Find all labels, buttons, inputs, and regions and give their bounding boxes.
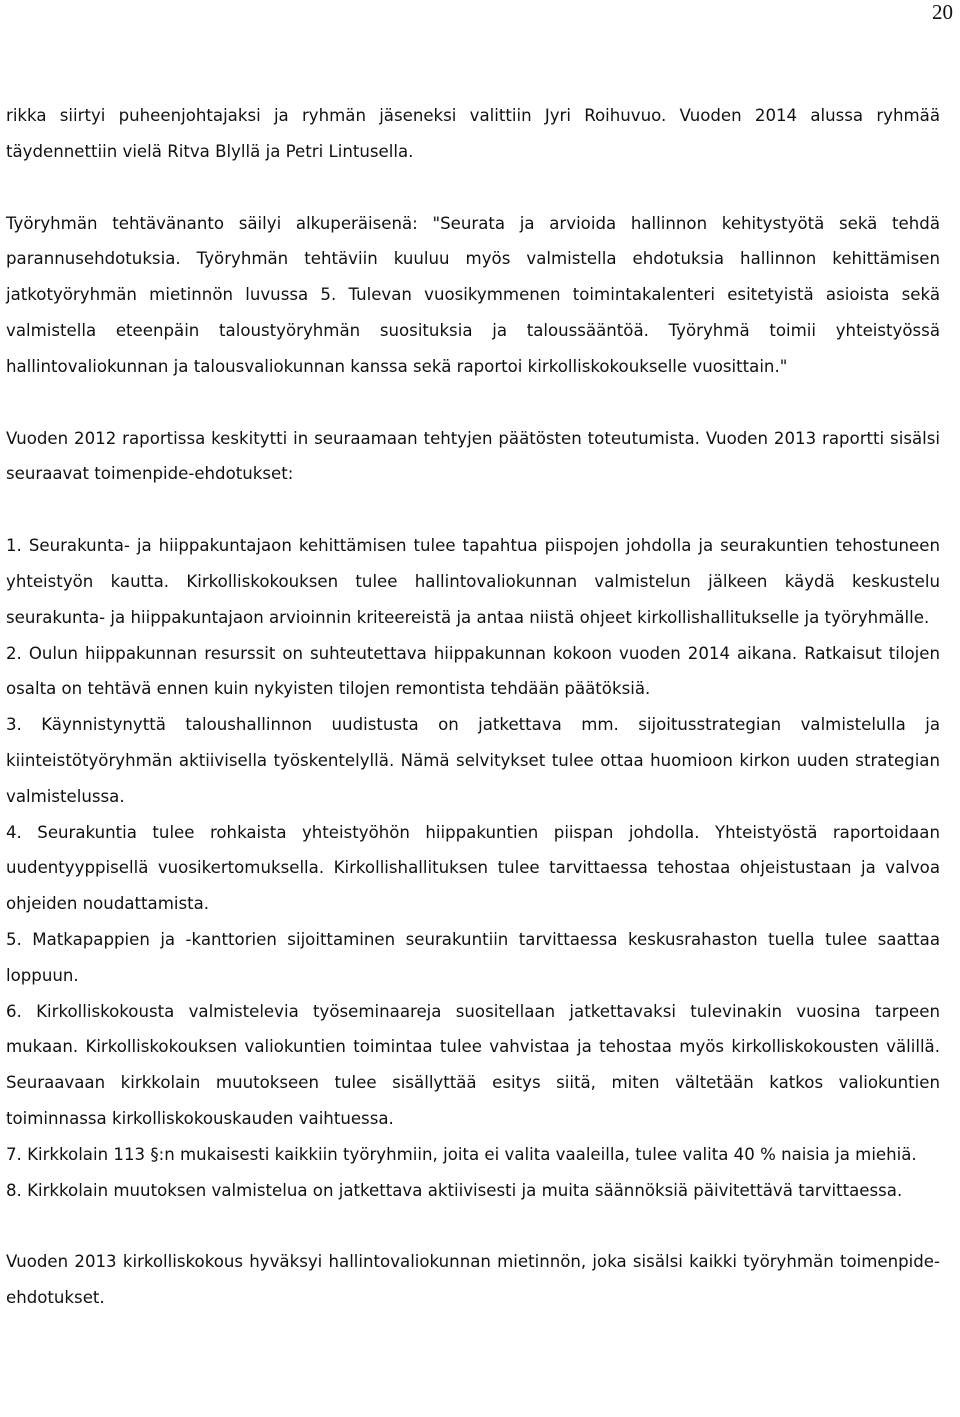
page-number: 20 (932, 0, 953, 24)
list-item-3: 3. Käynnistynyttä taloushallinnon uudistusta on jatkettava mm. sijoitusstrategian valmistelulla ja kiinteistötyöryhmän aktiivisella työskentelyllä. Nämä selvitykset tulee ottaa huomioon kirkon uuden strategian valmistelussa. (6, 715, 940, 806)
paragraph-conclusion: Vuoden 2013 kirkolliskokous hyväksyi hallintovaliokunnan mietinnön, joka sisälsi kaikki työryhmän toimenpide-ehdotukset. (6, 1252, 940, 1308)
document-body (6, 98, 940, 1316)
list-item-6: 6. Kirkolliskokousta valmistelevia työseminaareja suositellaan jatkettavaksi tulevinakin vuosina tarpeen mukaan. Kirkolliskokouksen valiokuntien toimintaa tulee vahvistaa ja tehostaa myös kirkolliskokousten välillä. Seuraavaan kirkkolain muutokseen tulee sisällyttää esitys siitä, miten vältetään katkos valiokuntien toiminnassa kirkolliskokouskauden vaihtuessa. (6, 1001, 940, 1128)
paragraph-reports: Vuoden 2012 raportissa keskitytti in seuraamaan tehtyjen päätösten toteutumista. Vuoden 2013 raportti sisälsi seuraavat toimenpide-ehdotukset: (6, 428, 940, 484)
list-item-2: 2. Oulun hiippakunnan resurssit on suhteutettava hiippakunnan kokoon vuoden 2014 aikana. Ratkaisut tilojen osalta on tehtävä ennen kuin nykyisten tilojen remontista tehdään päätöksiä. (6, 643, 940, 699)
list-item-1: 1. Seurakunta- ja hiippakuntajaon kehittämisen tulee tapahtua piispojen johdolla ja seurakuntien tehostuneen yhteistyön kautta. Kirkolliskokouksen tulee hallintovaliokunnan valmistelun jälkeen käydä keskustelu seurakunta- ja hiippakuntajaon arvioinnin kriteereistä ja antaa niistä ohjeet kirkollishallitukselle ja työryhmälle. (6, 536, 940, 627)
list-item-4: 4. Seurakuntia tulee rohkaista yhteistyöhön hiippakuntien piispan johdolla. Yhteistyöstä raportoidaan uudentyyppisellä vuosikertomuksella. Kirkollishallituksen tulee tarvittaessa tehostaa ohjeistustaan ja valvoa ohjeiden noudattamista. (6, 822, 940, 914)
paragraph-mandate: Työryhmän tehtävänanto säilyi alkuperäisenä: "Seurata ja arvioida hallinnon kehitystyötä sekä tehdä parannusehdotuksia. Työryhmän tehtäviin kuuluu myös valmistella ehdotuksia hallinnon kehittämisen jatkotyöryhmän mietinnön luvussa 5. Tulevan vuosikymmenen toimintakalenteri esitetyistä asioista sekä valmistella eteenpäin taloustyöryhmän suosituksia ja taloussääntöä. Työryhmä toimii yhteistyössä hallintovaliokunnan ja talousvaliokunnan kanssa sekä raportoi kirkolliskokoukselle vuosittain." (6, 213, 940, 376)
paragraph-intro: rikka siirtyi puheenjohtajaksi ja ryhmän jäseneksi valittiin Jyri Roihuvuo. Vuoden 2014 alussa ryhmää täydennettiin vielä Ritva Blyllä ja Petri Lintusella. (6, 106, 940, 161)
list-item-7: 7. Kirkkolain 113 §:n mukaisesti kaikkiin työryhmiin, joita ei valita vaaleilla, tulee valita 40 % naisia ja miehiä. (6, 1144, 917, 1164)
list-item-5: 5. Matkapappien ja -kanttorien sijoittaminen seurakuntiin tarvittaessa keskusrahaston tuella tulee saattaa loppuun. (6, 929, 940, 985)
list-item-8: 8. Kirkkolain muutoksen valmistelua on jatkettava aktiivisesti ja muita säännöksiä päivitettävä tarvittaessa. (6, 1180, 903, 1200)
